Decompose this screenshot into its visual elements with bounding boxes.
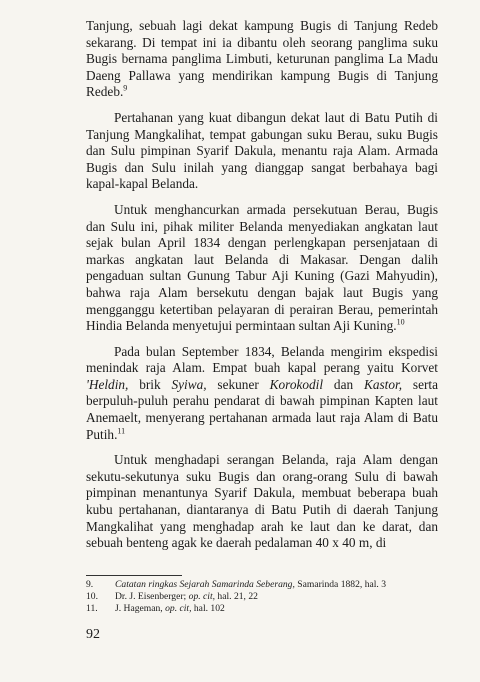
- footnote: [86, 591, 446, 603]
- paragraph-text: brik: [128, 376, 172, 392]
- source-title: Catatan ringkas Sejarah Samarinda Seberang,: [115, 579, 295, 590]
- paragraph: [86, 110, 438, 193]
- ship-name: Korokodil: [269, 376, 324, 392]
- footnote-text: [115, 603, 225, 615]
- ship-name: Syiwa,: [171, 376, 207, 392]
- footnote: [86, 579, 446, 591]
- ship-name: 'Heldin,: [86, 376, 129, 392]
- source-author: Dr. J. Eisenberger;: [115, 591, 189, 602]
- paragraph-text: Untuk menghadapi serangan Belanda, raja Alam dengan sekutu-sekutunya suku Bugis dan orang-orang Sulu di bawah pimpinan menantunya Syarif Dakula, membuat beberapa buah kubu pertahanan, diantaranya di Batu Putih di daerah Tanjung Mangkalihat yang menghadap arah ke laut dan ke darat, dan sebuah benteng agak ke daerah pedalaman 40 x 40 m, di: [86, 452, 438, 551]
- footnote-ref: 10: [396, 317, 405, 327]
- footnote-number: 10.: [86, 591, 98, 602]
- page-number: 92: [86, 627, 100, 642]
- footnote-ref: 9: [123, 83, 128, 93]
- paragraph-text: serta berpuluh-puluh perahu pendarat di bawah pimpinan Kapten laut Anemaelt, menyerang pertahanan armada laut raja Alam di Batu Putih.: [86, 376, 438, 442]
- source-title: op. cit,: [165, 603, 192, 614]
- source-title: op. cit,: [188, 591, 216, 602]
- footnote-ref: 11: [117, 426, 126, 436]
- footnote-divider: [86, 575, 182, 576]
- source-detail: hal. 102: [191, 603, 225, 614]
- footnote-number: 9.: [86, 579, 94, 590]
- footnote-text: [115, 591, 258, 603]
- paragraph-text: sekuner: [206, 376, 270, 392]
- source-detail: hal. 21, 22: [215, 591, 258, 602]
- paragraph-text: dan: [323, 376, 364, 392]
- paragraph-text: Untuk menghancurkan armada persekutuan Berau, Bugis dan Sulu ini, pihak militer Belanda menyediakan angkatan laut sejak bulan April 1834 dengan perlengkapan persenjataan di markas angkatan laut Belanda di Makasar. Dengan dalih pengaduan sultan Gunung Tabur Aji Kuning (Gazi Mahyudin), bahwa raja Alam bersekutu dengan bajak laut Bugis yang mengganggu ketertiban pelayaran di perairan Berau, pemerintah Hindia Belanda menyetujui permintaan sultan Aji Kuning.: [86, 201, 438, 334]
- ship-name: Kastor,: [363, 376, 403, 392]
- paragraph-text: Tanjung, sebuah lagi dekat kampung Bugis di Tanjung Redeb sekarang. Di tempat ini ia dibantu oleh seorang panglima suku Bugis bernama panglima Limbuti, keturunan panglima La Madu Daeng Pallawa yang mendirikan kampung Bugis di Tanjung Redeb.: [86, 18, 438, 100]
- footnote-number: 11.: [86, 603, 98, 614]
- paragraph: [86, 344, 438, 444]
- source-author: J. Hageman,: [115, 603, 166, 614]
- paragraph-text: Pada bulan September 1834, Belanda mengirim ekspedisi menindak raja Alam. Empat buah kapal perang yaitu Korvet: [86, 343, 438, 376]
- paragraph: [86, 452, 438, 552]
- source-detail: Samarinda 1882, hal. 3: [294, 579, 387, 590]
- paragraph-text: Pertahanan yang kuat dibangun dekat laut di Batu Putih di Tanjung Mangkalihat, tempat gabungan suku Berau, suku Bugis dan Sulu pimpinan Syarif Dakula, menantu raja Alam. Armada Bugis dan Sulu inilah yang dianggap sangat berbahaya bagi kapal-kapal Belanda.: [86, 109, 438, 192]
- body-text: [86, 18, 438, 561]
- paragraph: [86, 202, 438, 335]
- footnotes: [86, 579, 446, 615]
- paragraph: [86, 18, 438, 101]
- footnote-text: [115, 579, 386, 591]
- footnote: [86, 603, 446, 615]
